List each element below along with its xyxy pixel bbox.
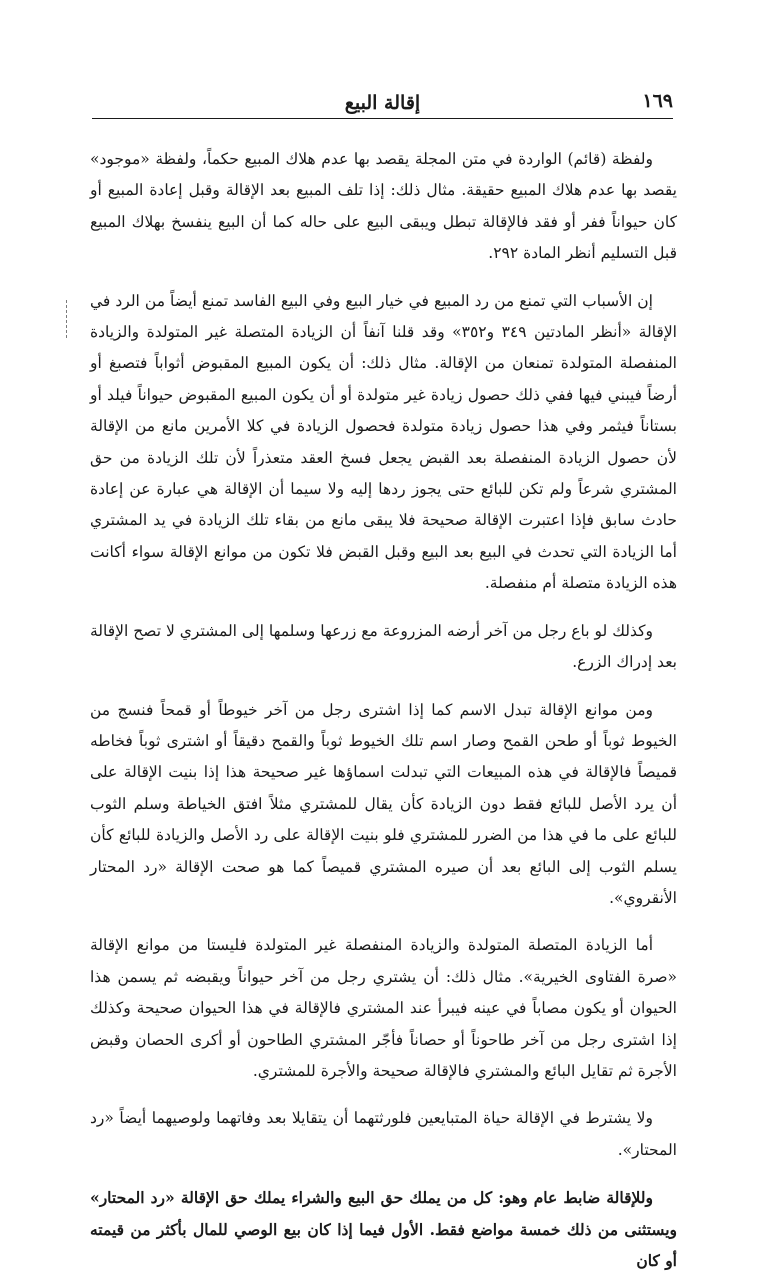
running-header bbox=[92, 88, 673, 119]
body-text bbox=[90, 144, 677, 1276]
paragraph-2: إن الأسباب التي تمنع من رد المبيع في خيار البيع وفي البيع الفاسد تمنع أيضاً من الرد في الإقالة «أنظر المادتين ٣٤٩ و٣٥٢» وقد قلنا آنفاً أن الزيادة المتصلة غير المتولدة والزيادة المنفصلة المتولدة تمنعان من الإقالة. مثال ذلك: أن يكون المبيع المقبوض أثواباً فتصبغ أو أرضاً فيبني فيها ففي ذلك حصول زيادة غير متولدة أو أن يكون المبيع المقبوض حيواناً فيلد أو بستاناً فيثمر وفي هذا حصول زيادة متولدة فحصول الزيادة في كلا الأمرين مانع من الإقالة لأن حصول الزيادة المنفصلة بعد القبض يجعل فسخ العقد متعذراً لأن تلك الزيادة من حق المشتري شرعاً ولم تكن للبائع حتى يجوز ردها إليه ولا سيما أن الإقالة هي عبارة عن إعادة حادث سابق فإذا اعتبرت الإقالة صحيحة فلا يبقى مانع من بقاء تلك الزيادة في يد المشتري أما الزيادة التي تحدث في البيع بعد البيع وقبل القبض فلا تكون من موانع الإقالة سواء أكانت هذه الزيادة متصلة أم منفصلة. bbox=[90, 291, 677, 593]
paragraph-6: ولا يشترط في الإقالة حياة المتبايعين فلورثتهما أن يتقايلا بعد وفاتهما ولوصيهما أيضاً «رد المحتار». bbox=[90, 1109, 677, 1159]
paragraph-1: ولفظة (قائم) الواردة في متن المجلة يقصد بها عدم هلاك المبيع حكماً، ولفظة «موجود» يقصد بها عدم هلاك المبيع حقيقة. مثال ذلك: إذا تلف المبيع بعد الإقالة وقبل إعادة المبيع أو كان حيواناً ففر أو فقد فالإقالة تبطل ويبقى البيع على حاله كما أن البيع ينفسخ بهلاك المبيع قبل التسليم أنظر المادة ٢٩٢. bbox=[90, 150, 677, 263]
paragraph-4: ومن موانع الإقالة تبدل الاسم كما إذا اشترى رجل من آخر خيوطاً أو قمحاً فنسج من الخيوط ثوباً أو طحن القمح وصار اسم تلك الخيوط ثوباً والقمح دقيقاً أو اشترى ثوباً فخاطه قميصاً فالإقالة في هذه المبيعات التي تبدلت اسماؤها غير صحيحة هذا إذا بنيت الإقالة على أن يرد الأصل للبائع فقط دون الزيادة كأن يقال للمشتري مثلاً افتق الخياطة وسلم الثوب للبائع على ما في هذا من الضرر للمشتري فلو بنيت الإقالة على رد الأصل والزيادة للبائع كأن يسلم الثوب إلى البائع بعد أن صيره المشتري قميصاً كما هو صحت الإقالة «رد المحتار الأنقروي». bbox=[90, 700, 677, 907]
margin-mark bbox=[66, 300, 67, 338]
paragraph-5: أما الزيادة المتصلة المتولدة والزيادة المنفصلة غير المتولدة فليستا من موانع الإقالة «صرة الفتاوى الخيرية». مثال ذلك: أن يشتري رجل من آخر حيواناً ويقبضه ثم يسمن هذا الحيوان أو يكون مصاباً في عينه فيبرأ عند المشتري فالإقالة في هذا الحيوان صحيحة وكذلك إذا اشترى رجل من آخر طاحوناً أو حصاناً فأجّر المشتري الطاحون أو أكرى الحصان وقبض الأجرة ثم تقايل البائع والمشتري فالإقالة صحيحة والأجرة للمشتري. bbox=[90, 936, 677, 1080]
paragraph-3: وكذلك لو باع رجل من آخر أرضه المزروعة مع زرعها وسلمها إلى المشتري لا تصح الإقالة بعد إدراك الزرع. bbox=[90, 621, 677, 672]
paragraph-7: وللإقالة ضابط عام وهو: كل من يملك حق البيع والشراء يملك حق الإقالة «رد المحتار» ويستثنى من ذلك خمسة مواضع فقط. الأول فيما إذا كان بيع الوصي للمال بأكثر من قيمته أو كان bbox=[90, 1188, 677, 1270]
chapter-title: إقالة البيع bbox=[344, 92, 421, 114]
page-number: ١٦٩ bbox=[642, 90, 673, 112]
